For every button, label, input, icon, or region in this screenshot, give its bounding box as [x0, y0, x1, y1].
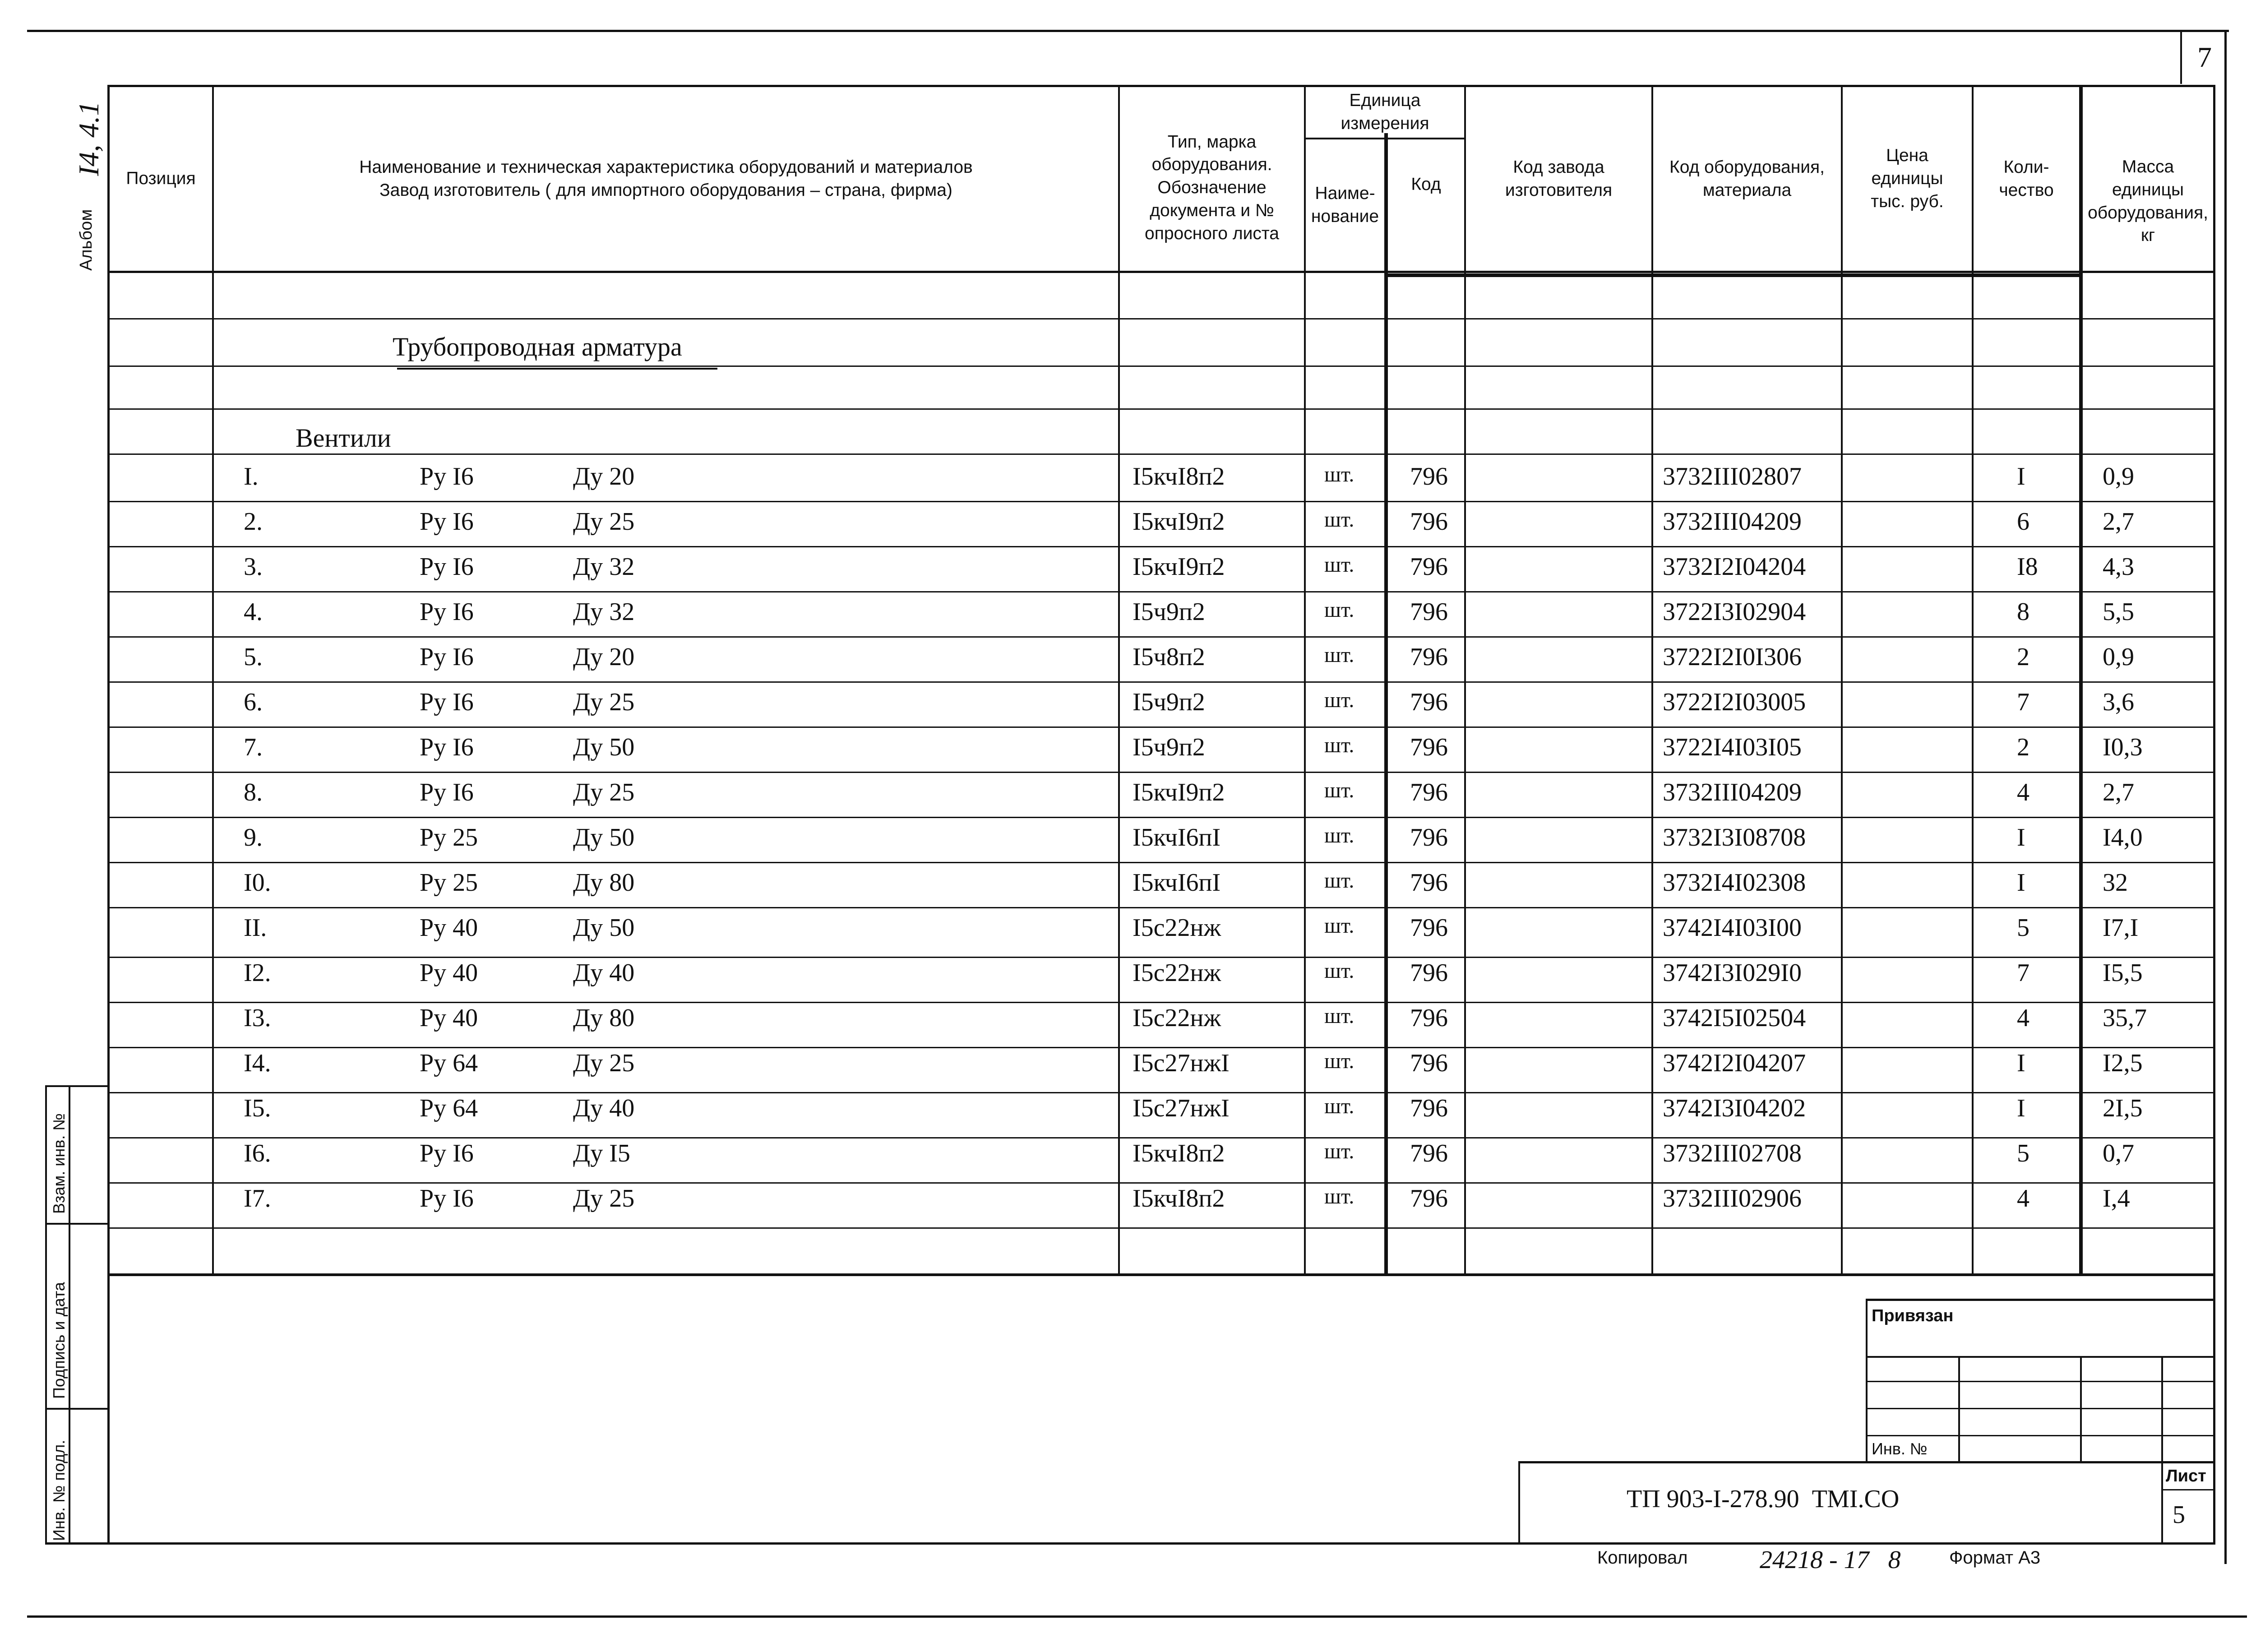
cell-qty: 8	[2017, 598, 2029, 626]
cell-type: I5с22нж	[1133, 959, 1221, 987]
cell-unit: шт.	[1324, 508, 1355, 532]
stamp-replace-inv: Взам. инв. №	[50, 1113, 68, 1214]
cell-type: I5ч9п2	[1133, 598, 1205, 626]
section-title-underline	[397, 368, 717, 370]
col-header-price: Цена единицы тыс. руб.	[1871, 146, 1944, 211]
cell-diameter: Ду 50	[573, 733, 635, 761]
cell-unit-code: 796	[1410, 1094, 1448, 1122]
cell-unit-code: 796	[1410, 733, 1448, 761]
cell-diameter: Ду 50	[573, 824, 635, 851]
cell-mass: 4,3	[2103, 553, 2134, 581]
copied-label: Копировал	[1597, 1548, 1688, 1568]
stamp-inv-original: Инв. № подл.	[50, 1439, 68, 1541]
cell-pressure: Ру 40	[420, 914, 478, 942]
col-header-unit-group: Единица измерения	[1341, 91, 1429, 133]
cell-pressure: Ру 25	[420, 824, 478, 851]
cell-position: II.	[244, 914, 267, 942]
cell-type: I5с27нжI	[1133, 1094, 1230, 1122]
cell-equip-code: 3732I2I04204	[1663, 553, 1806, 581]
cell-unit: шт.	[1324, 824, 1355, 847]
cell-equip-code: 3732I3I08708	[1663, 824, 1806, 851]
cell-qty: 7	[2017, 688, 2029, 716]
cell-qty: I	[2017, 869, 2025, 897]
cell-type: I5кчI8п2	[1133, 1185, 1225, 1212]
cell-unit-code: 796	[1410, 1139, 1448, 1167]
cell-unit: шт.	[1324, 778, 1355, 802]
document-designation: ТП 903-I-278.90 ТМI.СО	[1627, 1485, 1900, 1513]
cell-qty: 6	[2017, 508, 2029, 536]
cell-type: I5кчI9п2	[1133, 508, 1225, 536]
section-title: Трубопроводная арматура	[393, 332, 682, 361]
cell-unit-code: 796	[1410, 824, 1448, 851]
cell-qty: I	[2017, 824, 2025, 851]
cell-position: 7.	[244, 733, 263, 761]
cell-unit-code: 796	[1410, 553, 1448, 581]
cell-unit-code: 796	[1410, 959, 1448, 987]
cell-diameter: Ду 40	[573, 959, 635, 987]
cell-type: I5кчI9п2	[1133, 778, 1225, 806]
cell-unit-code: 796	[1410, 869, 1448, 897]
cell-qty: 5	[2017, 1139, 2029, 1167]
cell-equip-code: 3742I2I04207	[1663, 1049, 1806, 1077]
cell-mass: I5,5	[2103, 959, 2143, 987]
cell-type: I5кчI6пI	[1133, 824, 1221, 851]
cell-mass: 3,6	[2103, 688, 2134, 716]
inv-label: Инв. №	[1872, 1439, 1928, 1458]
cell-equip-code: 3732I4I02308	[1663, 869, 1806, 897]
cell-equip-code: 3722I2I0I306	[1663, 643, 1802, 671]
col-header-unit-name: Наиме- нование	[1311, 183, 1379, 226]
col-header-plant-code: Код завода изготовителя	[1505, 157, 1613, 200]
cell-equip-code: 3722I2I03005	[1663, 688, 1806, 716]
cell-diameter: Ду 25	[573, 688, 635, 716]
cell-equip-code: 3732III02906	[1663, 1185, 1802, 1212]
cell-diameter: Ду 25	[573, 1185, 635, 1212]
cell-qty: I	[2017, 1094, 2025, 1122]
cell-position: 6.	[244, 688, 263, 716]
cell-position: I4.	[244, 1049, 271, 1077]
col-header-qty: Коли- чество	[1999, 157, 2054, 200]
cell-diameter: Ду 32	[573, 598, 635, 626]
cell-mass: 2,7	[2103, 778, 2134, 806]
cell-unit-code: 796	[1410, 463, 1448, 491]
cell-type: I5с22нж	[1133, 914, 1221, 942]
cell-qty: 2	[2017, 733, 2029, 761]
cell-position: 9.	[244, 824, 263, 851]
cell-pressure: Ру I6	[420, 733, 474, 761]
cell-qty: 7	[2017, 959, 2029, 987]
cell-mass: 2I,5	[2103, 1094, 2143, 1122]
cell-diameter: Ду 20	[573, 463, 635, 491]
cell-position: 3.	[244, 553, 263, 581]
cell-diameter: Ду 25	[573, 508, 635, 536]
cell-qty: I	[2017, 463, 2025, 491]
cell-equip-code: 3742I3I029I0	[1663, 959, 1802, 987]
cell-mass: 0,9	[2103, 463, 2134, 491]
cell-equip-code: 3742I3I04202	[1663, 1094, 1806, 1122]
handwritten-note: 24218 - 17 8	[1760, 1546, 1901, 1574]
cell-unit-code: 796	[1410, 508, 1448, 536]
cell-equip-code: 3732III04209	[1663, 778, 1802, 806]
cell-qty: 2	[2017, 643, 2029, 671]
cell-pressure: Ру I6	[420, 1185, 474, 1212]
bottom-border	[27, 1615, 2247, 1618]
cell-mass: 0,7	[2103, 1139, 2134, 1167]
cell-equip-code: 3732III02708	[1663, 1139, 1802, 1167]
cell-type: I5ч9п2	[1133, 688, 1205, 716]
linked-label: Привязан	[1872, 1306, 1954, 1325]
cell-unit-code: 796	[1410, 1185, 1448, 1212]
cell-position: 8.	[244, 778, 263, 806]
cell-mass: I2,5	[2103, 1049, 2143, 1077]
cell-mass: 5,5	[2103, 598, 2134, 626]
cell-unit: шт.	[1324, 553, 1355, 577]
col-header-position: Позиция	[126, 169, 196, 189]
cell-pressure: Ру I6	[420, 598, 474, 626]
album-number: I4, 4.1	[73, 101, 105, 176]
cell-qty: I8	[2017, 553, 2038, 581]
cell-position: I.	[244, 463, 259, 491]
cell-mass: I7,I	[2103, 914, 2139, 942]
cell-qty: 4	[2017, 778, 2029, 806]
cell-qty: I	[2017, 1049, 2025, 1077]
col-header-equip-code: Код оборудования, материала	[1669, 157, 1825, 200]
cell-diameter: Ду 40	[573, 1094, 635, 1122]
cell-unit-code: 796	[1410, 688, 1448, 716]
stamp-signature-date: Подпись и дата	[50, 1282, 68, 1399]
cell-unit: шт.	[1324, 914, 1355, 938]
cell-unit: шт.	[1324, 688, 1355, 712]
cell-pressure: Ру I6	[420, 463, 474, 491]
col-header-mass: Масса единицы оборудования, кг	[2088, 157, 2208, 245]
cell-unit-code: 796	[1410, 778, 1448, 806]
cell-pressure: Ру I6	[420, 553, 474, 581]
cell-unit: шт.	[1324, 643, 1355, 667]
cell-unit: шт.	[1324, 733, 1355, 757]
cell-type: I5с27нжI	[1133, 1049, 1230, 1077]
cell-unit-code: 796	[1410, 914, 1448, 942]
cell-diameter: Ду 25	[573, 778, 635, 806]
cell-unit: шт.	[1324, 869, 1355, 893]
cell-position: 2.	[244, 508, 263, 536]
cell-diameter: Ду 20	[573, 643, 635, 671]
cell-unit: шт.	[1324, 598, 1355, 622]
cell-unit: шт.	[1324, 959, 1355, 983]
cell-mass: I0,3	[2103, 733, 2143, 761]
cell-equip-code: 3742I4I03I00	[1663, 914, 1802, 942]
right-border	[2224, 30, 2227, 1564]
cell-diameter: Ду 80	[573, 869, 635, 897]
cell-equip-code: 3742I5I02504	[1663, 1004, 1806, 1032]
cell-type: I5кчI6пI	[1133, 869, 1221, 897]
cell-pressure: Ру 64	[420, 1049, 478, 1077]
sheet-label: Лист	[2166, 1467, 2206, 1485]
col-header-type: Тип, марка оборудования. Обозначение документа и № опросного листа	[1145, 132, 1279, 243]
cell-qty: 5	[2017, 914, 2029, 942]
cell-position: I0.	[244, 869, 271, 897]
cell-unit: шт.	[1324, 463, 1355, 486]
cell-position: I6.	[244, 1139, 271, 1167]
cell-position: I5.	[244, 1094, 271, 1122]
cell-unit: шт.	[1324, 1185, 1355, 1208]
cell-unit-code: 796	[1410, 643, 1448, 671]
cell-unit: шт.	[1324, 1139, 1355, 1163]
format-label: Формат А3	[1949, 1548, 2041, 1568]
cell-position: 4.	[244, 598, 263, 626]
cell-unit-code: 796	[1410, 1004, 1448, 1032]
cell-type: I5кчI8п2	[1133, 463, 1225, 491]
cell-type: I5ч8п2	[1133, 643, 1205, 671]
cell-unit-code: 796	[1410, 598, 1448, 626]
cell-unit: шт.	[1324, 1004, 1355, 1028]
cell-type: I5ч9п2	[1133, 733, 1205, 761]
cell-unit: шт.	[1324, 1094, 1355, 1118]
cell-pressure: Ру I6	[420, 643, 474, 671]
cell-qty: 4	[2017, 1004, 2029, 1032]
cell-unit: шт.	[1324, 1049, 1355, 1073]
cell-pressure: Ру 40	[420, 959, 478, 987]
cell-mass: 35,7	[2103, 1004, 2147, 1032]
cell-equip-code: 3732III04209	[1663, 508, 1802, 536]
cell-equip-code: 3722I4I03I05	[1663, 733, 1802, 761]
cell-mass: I,4	[2103, 1185, 2130, 1212]
sheet-number: 5	[2173, 1501, 2185, 1529]
cell-type: I5кчI9п2	[1133, 553, 1225, 581]
cell-pressure: Ру I6	[420, 508, 474, 536]
album-label: Альбом	[77, 209, 96, 271]
cell-pressure: Ру I6	[420, 1139, 474, 1167]
cell-equip-code: 3732III02807	[1663, 463, 1802, 491]
cell-diameter: Ду 80	[573, 1004, 635, 1032]
cell-type: I5кчI8п2	[1133, 1139, 1225, 1167]
cell-position: I7.	[244, 1185, 271, 1212]
subsection-title: Вентили	[296, 423, 391, 453]
cell-mass: 32	[2103, 869, 2128, 897]
cell-equip-code: 3722I3I02904	[1663, 598, 1806, 626]
cell-qty: 4	[2017, 1185, 2029, 1212]
cell-mass: 2,7	[2103, 508, 2134, 536]
cell-position: 5.	[244, 643, 263, 671]
cell-unit-code: 796	[1410, 1049, 1448, 1077]
cell-diameter: Ду I5	[573, 1139, 630, 1167]
cell-mass: I4,0	[2103, 824, 2143, 851]
top-border	[27, 30, 2229, 32]
cell-diameter: Ду 50	[573, 914, 635, 942]
cell-pressure: Ру I6	[420, 688, 474, 716]
cell-mass: 0,9	[2103, 643, 2134, 671]
col-header-unit-code: Код	[1411, 174, 1441, 194]
page-number: 7	[2197, 41, 2212, 73]
cell-pressure: Ру I6	[420, 778, 474, 806]
cell-position: I2.	[244, 959, 271, 987]
cell-pressure: Ру 64	[420, 1094, 478, 1122]
col-header-name: Наименование и техническая характеристика оборудований и материалов Завод изготовитель ( для импортного оборудования – страна, фирма)	[359, 157, 973, 200]
cell-diameter: Ду 32	[573, 553, 635, 581]
cell-pressure: Ру 40	[420, 1004, 478, 1032]
cell-type: I5с22нж	[1133, 1004, 1221, 1032]
cell-position: I3.	[244, 1004, 271, 1032]
cell-diameter: Ду 25	[573, 1049, 635, 1077]
cell-pressure: Ру 25	[420, 869, 478, 897]
